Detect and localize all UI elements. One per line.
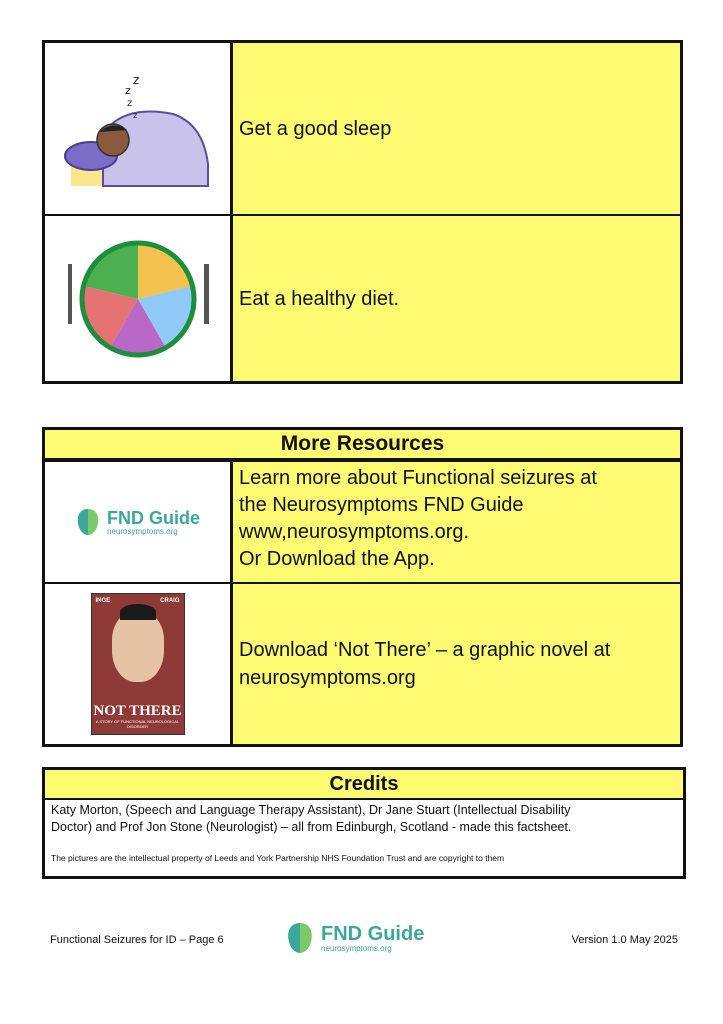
book-top-right: CRAIG bbox=[160, 598, 180, 604]
tip-text-sleep: Get a good sleep bbox=[233, 43, 680, 214]
footer-logo bbox=[285, 920, 424, 956]
resource-line: the Neurosymptoms FND Guide bbox=[239, 494, 524, 516]
resources-header: More Resources bbox=[45, 430, 680, 460]
credits-line: Doctor) and Prof Jon Stone (Neurologist) – all from Edinburgh, Scotland - made this factsheet. bbox=[51, 820, 572, 834]
credits-line: Katy Morton, (Speech and Language Therapy Assistant), Dr Jane Stuart (Intellectual Disability bbox=[51, 803, 571, 817]
resource-row-not-there bbox=[45, 582, 680, 744]
logo-name: FND Guide bbox=[107, 508, 200, 528]
credits-header: Credits bbox=[45, 770, 683, 800]
credits-note: The pictures are the intellectual property of Leeds and York Partnership NHS Foundation Trust and are copyright to them bbox=[51, 853, 505, 863]
tip-row-diet bbox=[45, 214, 680, 381]
svg-text:z: z bbox=[132, 72, 139, 87]
page-footer bbox=[0, 920, 723, 960]
logo-url: neurosymptoms.org bbox=[107, 527, 178, 536]
resource-text-not-there bbox=[233, 584, 680, 744]
credits-body bbox=[45, 800, 683, 869]
tip-row-sleep bbox=[45, 43, 680, 214]
resource-line: neurosymptoms.org bbox=[239, 667, 416, 689]
resource-line: Download ‘Not There’ – a graphic novel at bbox=[239, 639, 611, 661]
resource-line: Or Download the App. bbox=[239, 548, 435, 570]
svg-text:z: z bbox=[132, 110, 137, 120]
sleep-icon bbox=[45, 43, 233, 214]
footer-right: Version 1.0 May 2025 bbox=[571, 934, 678, 946]
footer-left: Functional Seizures for ID – Page 6 bbox=[50, 934, 224, 946]
fnd-guide-logo-mark bbox=[75, 507, 200, 537]
svg-text:z: z bbox=[124, 83, 131, 97]
book-title: NOT THERE bbox=[93, 703, 182, 719]
not-there-cover bbox=[45, 584, 233, 744]
svg-text:z: z bbox=[126, 97, 132, 109]
fnd-guide-logo bbox=[45, 462, 233, 582]
brain-icon bbox=[285, 920, 315, 956]
resources-table bbox=[42, 427, 683, 747]
healthy-plate-icon bbox=[45, 216, 233, 381]
resource-row-fnd-guide bbox=[45, 460, 680, 582]
tip-text-diet: Eat a healthy diet. bbox=[233, 216, 680, 381]
tips-table bbox=[42, 40, 683, 384]
book-subtitle: A STORY OF FUNCTIONAL NEUROLOGICAL DISORDER bbox=[95, 719, 180, 729]
resource-text-fnd-guide bbox=[233, 462, 680, 582]
book-top-left: INGE bbox=[95, 598, 111, 604]
footer-logo-name: FND Guide bbox=[321, 923, 425, 945]
resource-line: www,neurosymptoms.org. bbox=[239, 521, 470, 543]
footer-logo-url: neurosymptoms.org bbox=[321, 944, 392, 953]
credits-box bbox=[42, 767, 686, 879]
resource-line: Learn more about Functional seizures at bbox=[239, 467, 597, 489]
